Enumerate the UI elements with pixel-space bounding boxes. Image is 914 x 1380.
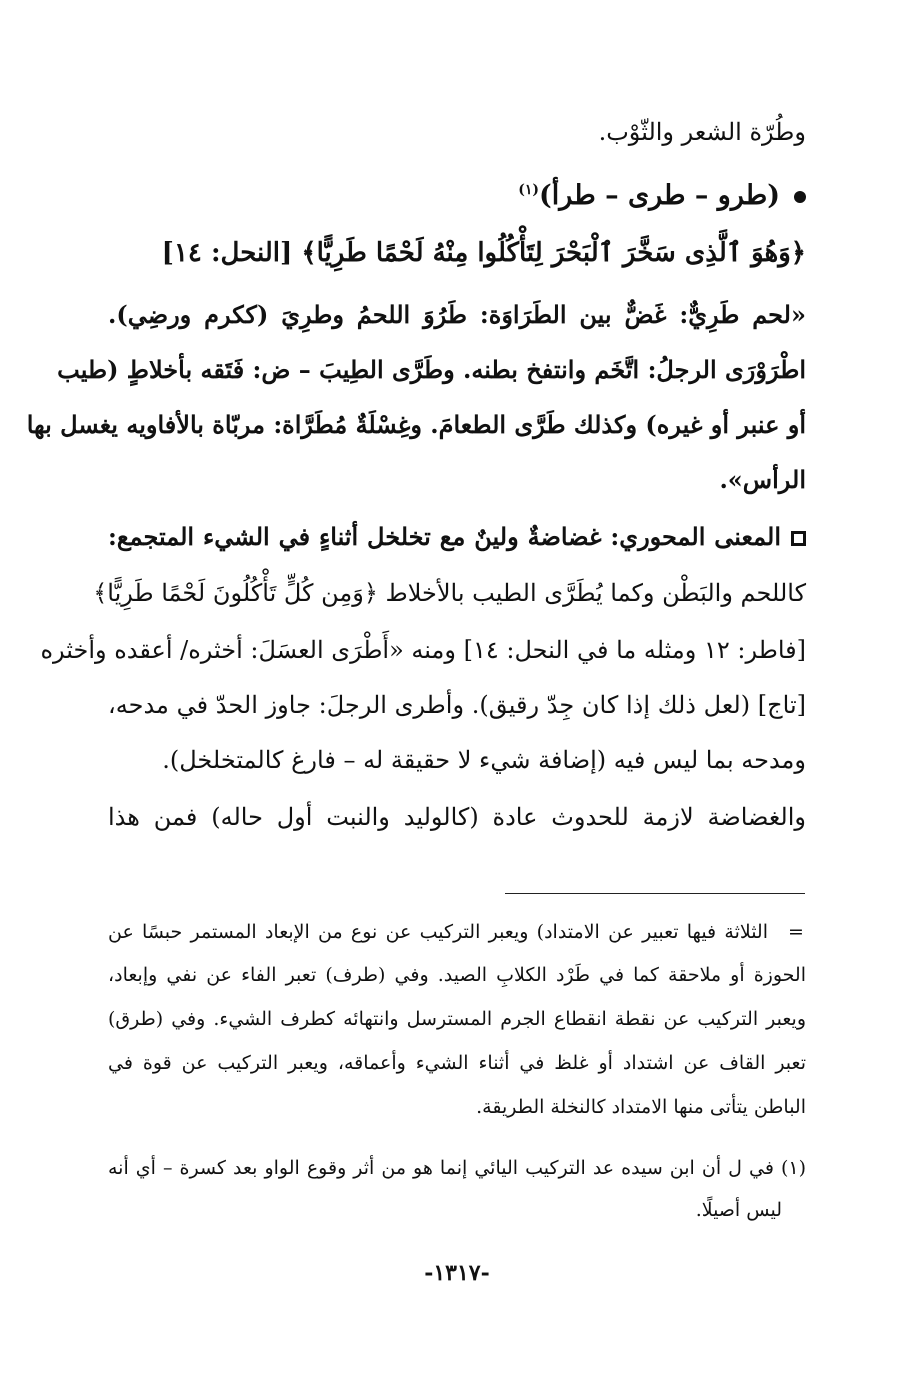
page-number: -١٣١٧- [424, 1260, 490, 1286]
continuation-marker: = [788, 921, 804, 943]
footnote-ref-1: (١) [518, 182, 540, 198]
footnote-cont-line-4: تعبر القاف عن اشتداد أو غلظ في أثناء الشيء وأعماقه، ويعبر التركيب عن قوة في [108, 1052, 806, 1074]
footnote-separator [505, 893, 805, 894]
footnote-cont-line-1: الثلاثة فيها تعبير عن الامتداد) ويعبر التركيب عن نوع من الإبعاد المستمر حبسًا عن [108, 921, 768, 943]
footnote-cont-line-5: الباطن يتأتى منها الامتداد كالنخلة الطريقة. [476, 1096, 806, 1118]
body-line-1: وطُرّة الشعر والثّوْب. [598, 118, 806, 146]
entry-heading [108, 170, 806, 210]
body-line-11: [تاج] (لعل ذلك إذا كان جِدّ رقيق). وأطرى الرجلَ: جاوز الحدّ في مدحه، [108, 691, 806, 719]
footnote-cont-line-3: ويعبر التركيب عن نقطة انقطاع الجرم المسترسل وانتهائه كطرف الشيء. وفي (طرق) [108, 1008, 806, 1030]
body-line-12: ومدحه بما ليس فيه (إضافة شيء لا حقيقة له – فارغ كالمتخلخل). [162, 746, 806, 774]
footnote-1-line-2: ليس أصيلًا. [695, 1199, 782, 1221]
body-line-13: والغضاضة لازمة للحدوث عادة (كالوليد والنبت أول حاله) فمن هذا [108, 803, 806, 831]
core-meaning-line [108, 517, 806, 557]
body-line-4: «لحم طَرِيٌّ: غَضٌّ بين الطَرَاوَة: طَرُوَ اللحمُ وطرِيَ (ككرم ورضِي). [108, 300, 806, 329]
body-line-7: الرأس». [719, 465, 806, 494]
body-line-5: اطْرَوْرَى الرجلُ: اتَّخَم وانتفخ بطنه. وطَرَّى الطِيبَ – ض: فَتَقه بأخلاطٍ (طيب [57, 355, 806, 384]
core-meaning-text: المعنى المحوري: غضاضةٌ ولينٌ مع تخلخل أثناءٍ في الشيء المتجمع: [108, 522, 781, 551]
body-line-9: كاللحم والبَطْن وكما يُطَرَّى الطيب بالأخلاط ﴿وَمِن كُلٍّ تَأْكُلُونَ لَحْمًا طَرِيًّا﴾ [93, 579, 806, 607]
quran-verse: ﴿وَهُوَ ٱلَّذِى سَخَّرَ ٱلْبَحْرَ لِتَأْكُلُوا مِنْهُ لَحْمًا طَرِيًّا﴾ [النحل: ١٤] [161, 238, 806, 268]
bullet-icon [794, 191, 806, 203]
entry-heading-text: (طرو – طرى – طرأ) [539, 180, 780, 211]
body-line-6: أو عنبر أو غيره) وكذلك طَرَّى الطعامَ. وغِسْلَةٌ مُطَرَّاة: مربّاة بالأفاويه يغسل بها [26, 410, 806, 439]
square-box-icon [791, 531, 806, 546]
footnote-cont-line-2: الحوزة أو ملاحقة كما في طَرْد الكلابِ الصيد. وفي (طرف) تعبر الفاء عن نفي وإبعاد، [108, 964, 806, 986]
body-line-10: [فاطر: ١٢ ومثله ما في النحل: ١٤] ومنه «أَطْرَى العسَلَ: أخثره/ أعقده وأخثره [40, 636, 806, 664]
footnote-1-line-1: (١) في ل أن ابن سيده عد التركيب اليائي إنما هو من أثر وقوع الواو بعد كسرة – أي أنه [108, 1157, 806, 1179]
